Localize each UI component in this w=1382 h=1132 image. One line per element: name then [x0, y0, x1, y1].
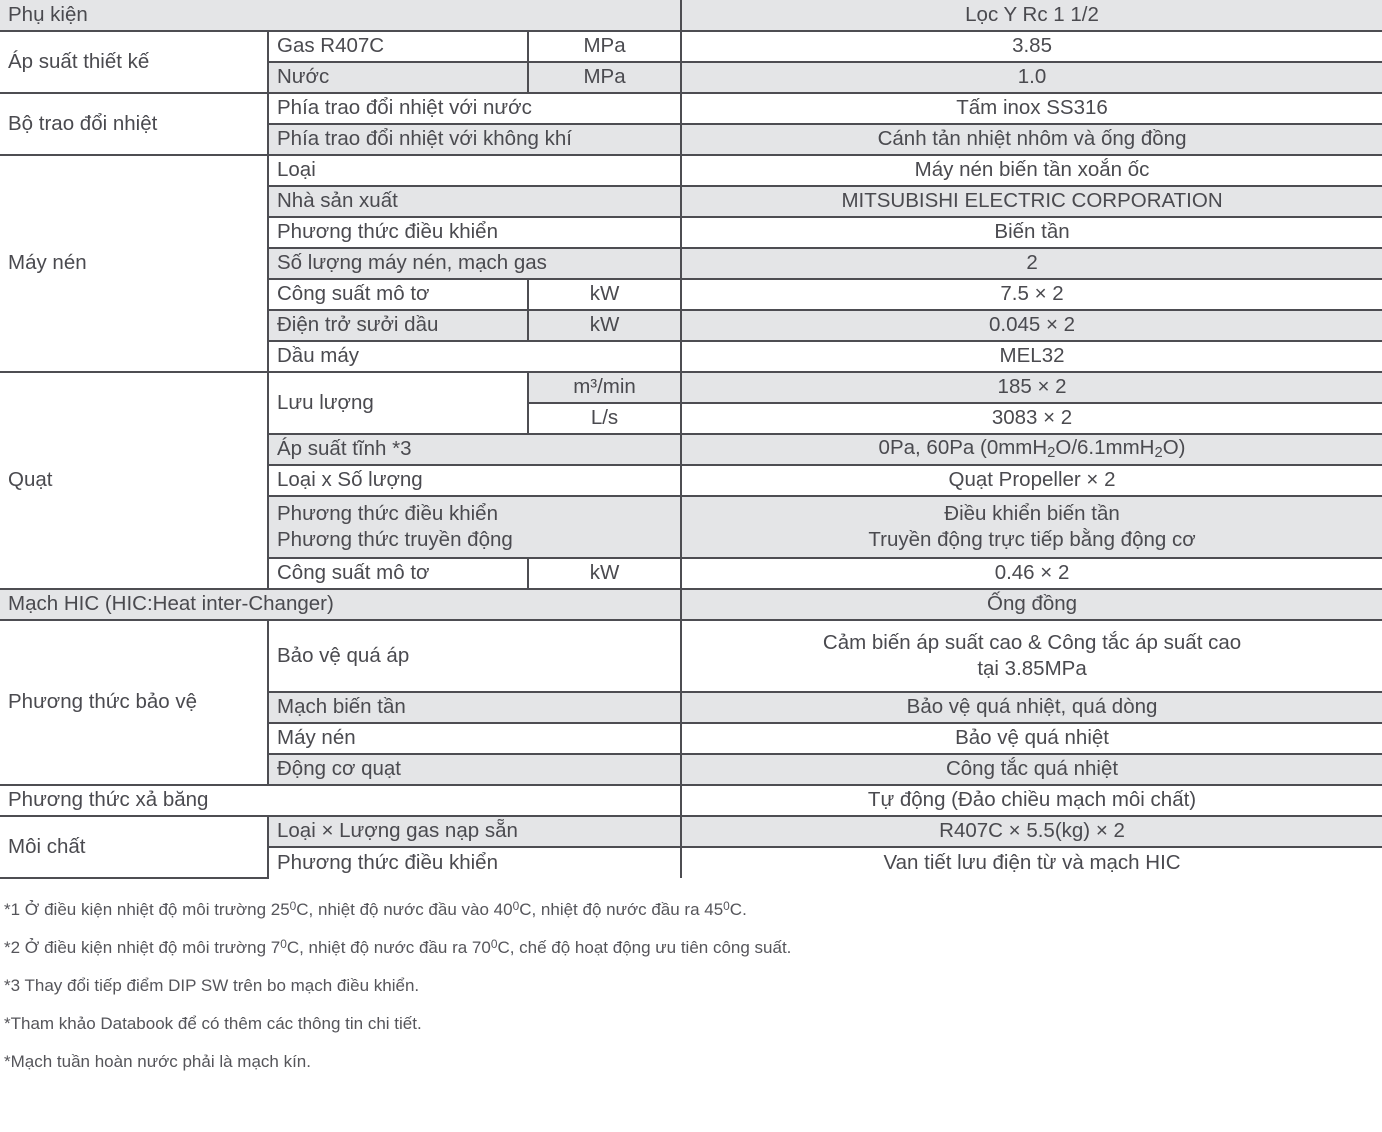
- row-sub-manufacturer: Nhà sản xuất: [268, 186, 681, 217]
- row-label-fan: Quạt: [0, 372, 268, 589]
- row-value-air-side: Cánh tản nhiệt nhôm và ống đồng: [681, 124, 1382, 155]
- row-sub-fan-control-drive: [268, 496, 681, 558]
- fan-drive-value-line: Truyền động trực tiếp bằng động cơ: [868, 528, 1196, 551]
- footnote-2-part-c: C, chế độ hoạt động ưu tiên công suất.: [497, 938, 792, 957]
- row-value-water-side: Tấm inox SS316: [681, 93, 1382, 124]
- row-label-compressor: Máy nén: [0, 155, 268, 372]
- row-sub-water: Nước: [268, 62, 528, 93]
- table-row: [0, 155, 1382, 186]
- row-value-fan-motor-protection: Công tắc quá nhiệt: [681, 754, 1382, 785]
- row-sub-machine-oil: Dầu máy: [268, 341, 681, 372]
- fan-drive-line: Phương thức truyền động: [277, 528, 513, 551]
- row-value-static-pressure: [681, 434, 1382, 465]
- row-value-airflow-ls: 3083 × 2: [681, 403, 1382, 434]
- footnote-1-part-b: C, nhiệt độ nước đầu vào 40: [296, 900, 513, 919]
- overpressure-line2: tại 3.85MPa: [977, 657, 1087, 680]
- row-sub-air-side: Phía trao đổi nhiệt với không khí: [268, 124, 681, 155]
- row-value-fan-control-drive: [681, 496, 1382, 558]
- row-unit-mpa-gas: MPa: [528, 31, 681, 62]
- row-value-defrost-method: Tự động (Đảo chiều mạch môi chất): [681, 785, 1382, 816]
- table-row: [0, 620, 1382, 692]
- row-unit-ls: L/s: [528, 403, 681, 434]
- degree-symbol: 0: [723, 899, 730, 914]
- row-sub-airflow: Lưu lượng: [268, 372, 528, 434]
- row-sub-overpressure-protection: Bảo vệ quá áp: [268, 620, 681, 692]
- row-label-refrigerant: Môi chất: [0, 816, 268, 878]
- row-sub-compressor-count: Số lượng máy nén, mạch gas: [268, 248, 681, 279]
- row-sub-fan-type-qty: Loại x Số lượng: [268, 465, 681, 496]
- row-value-machine-oil: MEL32: [681, 341, 1382, 372]
- row-label-heat-exchanger: Bộ trao đổi nhiệt: [0, 93, 268, 155]
- row-value-hic-circuit: Ống đồng: [681, 589, 1382, 620]
- footnote-1-part-c: C, nhiệt độ nước đầu ra 45: [519, 900, 724, 919]
- row-sub-compressor-type: Loại: [268, 155, 681, 186]
- row-value-compressor-protection: Bảo vệ quá nhiệt: [681, 723, 1382, 754]
- table-row: [0, 785, 1382, 816]
- row-label-accessory: Phụ kiện: [0, 0, 681, 31]
- row-sub-refrigerant-control: Phương thức điều khiển: [268, 847, 681, 878]
- row-label-design-pressure: Áp suất thiết kế: [0, 31, 268, 93]
- table-row: [0, 93, 1382, 124]
- footnote-water-circuit: *Mạch tuần hoàn nước phải là mạch kín.: [4, 1052, 311, 1071]
- table-row: [0, 372, 1382, 403]
- row-sub-motor-power-compressor: Công suất mô tơ: [268, 279, 528, 310]
- row-value-gas-pressure: 3.85: [681, 31, 1382, 62]
- degree-symbol: 0: [490, 937, 498, 952]
- table-row: [0, 31, 1382, 62]
- table-row: [0, 0, 1382, 31]
- row-sub-compressor-control: Phương thức điều khiển: [268, 217, 681, 248]
- row-sub-inverter-circuit: Mạch biến tần: [268, 692, 681, 723]
- row-sub-oil-heater: Điện trở sưởi dầu: [268, 310, 528, 341]
- row-value-manufacturer: MITSUBISHI ELECTRIC CORPORATION: [681, 186, 1382, 217]
- row-value-motor-power-compressor: 7.5 × 2: [681, 279, 1382, 310]
- row-value-accessory: Lọc Y Rc 1 1/2: [681, 0, 1382, 31]
- row-label-protection-method: Phương thức bảo vệ: [0, 620, 268, 785]
- row-value-refrigerant-control: Van tiết lưu điện từ và mạch HIC: [681, 847, 1382, 878]
- static-pressure-text: 0Pa, 60Pa (0mmH$_2$O/6.1mmH$_2$O): [878, 436, 1186, 462]
- degree-symbol: 0: [512, 899, 520, 914]
- row-value-overpressure-protection: [681, 620, 1382, 692]
- row-sub-compressor-protection: Máy nén: [268, 723, 681, 754]
- row-value-motor-power-fan: 0.46 × 2: [681, 558, 1382, 589]
- table-row: [0, 589, 1382, 620]
- row-unit-kw-motor-compressor: kW: [528, 279, 681, 310]
- row-value-oil-heater: 0.045 × 2: [681, 310, 1382, 341]
- row-sub-water-side: Phía trao đổi nhiệt với nước: [268, 93, 681, 124]
- overpressure-line1: Cảm biến áp suất cao & Công tắc áp suất cao: [822, 630, 1242, 654]
- row-unit-kw-oil-heater: kW: [528, 310, 681, 341]
- degree-symbol: 0: [280, 937, 287, 952]
- row-value-compressor-type: Máy nén biến tần xoắn ốc: [681, 155, 1382, 186]
- row-value-fan-type-qty: Quạt Propeller × 2: [681, 465, 1382, 496]
- row-sub-motor-power-fan: Công suất mô tơ: [268, 558, 528, 589]
- footnote-1-part-a: *1 Ở điều kiện nhiệt độ môi trường 25: [4, 900, 290, 919]
- row-value-airflow-m3min: 185 × 2: [681, 372, 1382, 403]
- table-row: [0, 816, 1382, 847]
- row-value-compressor-control: Biến tần: [681, 217, 1382, 248]
- row-sub-refrigerant-charge: Loại × Lượng gas nạp sẵn: [268, 816, 681, 847]
- fan-control-line: Phương thức điều khiển: [277, 501, 498, 525]
- row-value-refrigerant-charge: R407C × 5.5(kg) × 2: [681, 816, 1382, 847]
- row-unit-m3min: m³/min: [528, 372, 681, 403]
- row-value-compressor-count: 2: [681, 248, 1382, 279]
- row-unit-mpa-water: MPa: [528, 62, 681, 93]
- row-unit-kw-motor-fan: kW: [528, 558, 681, 589]
- row-sub-static-pressure: Áp suất tĩnh *3: [268, 434, 681, 465]
- row-sub-gas-r407c: Gas R407C: [268, 31, 528, 62]
- footnote-1-part-d: C.: [729, 900, 747, 919]
- footnote-2: [4, 939, 1382, 956]
- row-value-inverter-circuit: Bảo vệ quá nhiệt, quá dòng: [681, 692, 1382, 723]
- footnote-1: [4, 901, 1382, 918]
- fan-control-value-line: Điều khiển biến tần: [944, 501, 1120, 525]
- row-label-hic-circuit: Mạch HIC (HIC:Heat inter-Changer): [0, 589, 681, 620]
- row-label-defrost-method: Phương thức xả băng: [0, 785, 681, 816]
- row-value-water-pressure: 1.0: [681, 62, 1382, 93]
- footnote-databook: *Tham khảo Databook để có thêm các thông tin chi tiết.: [4, 1014, 422, 1033]
- footnote-2-part-a: *2 Ở điều kiện nhiệt độ môi trường 7: [4, 938, 281, 957]
- row-sub-fan-motor-protection: Động cơ quạt: [268, 754, 681, 785]
- degree-symbol: 0: [289, 899, 297, 914]
- footnotes-section: [0, 901, 1382, 1070]
- footnote-2-part-b: C, nhiệt độ nước đầu ra 70: [286, 938, 491, 957]
- footnote-3: *3 Thay đổi tiếp điểm DIP SW trên bo mạch điều khiển.: [4, 976, 420, 995]
